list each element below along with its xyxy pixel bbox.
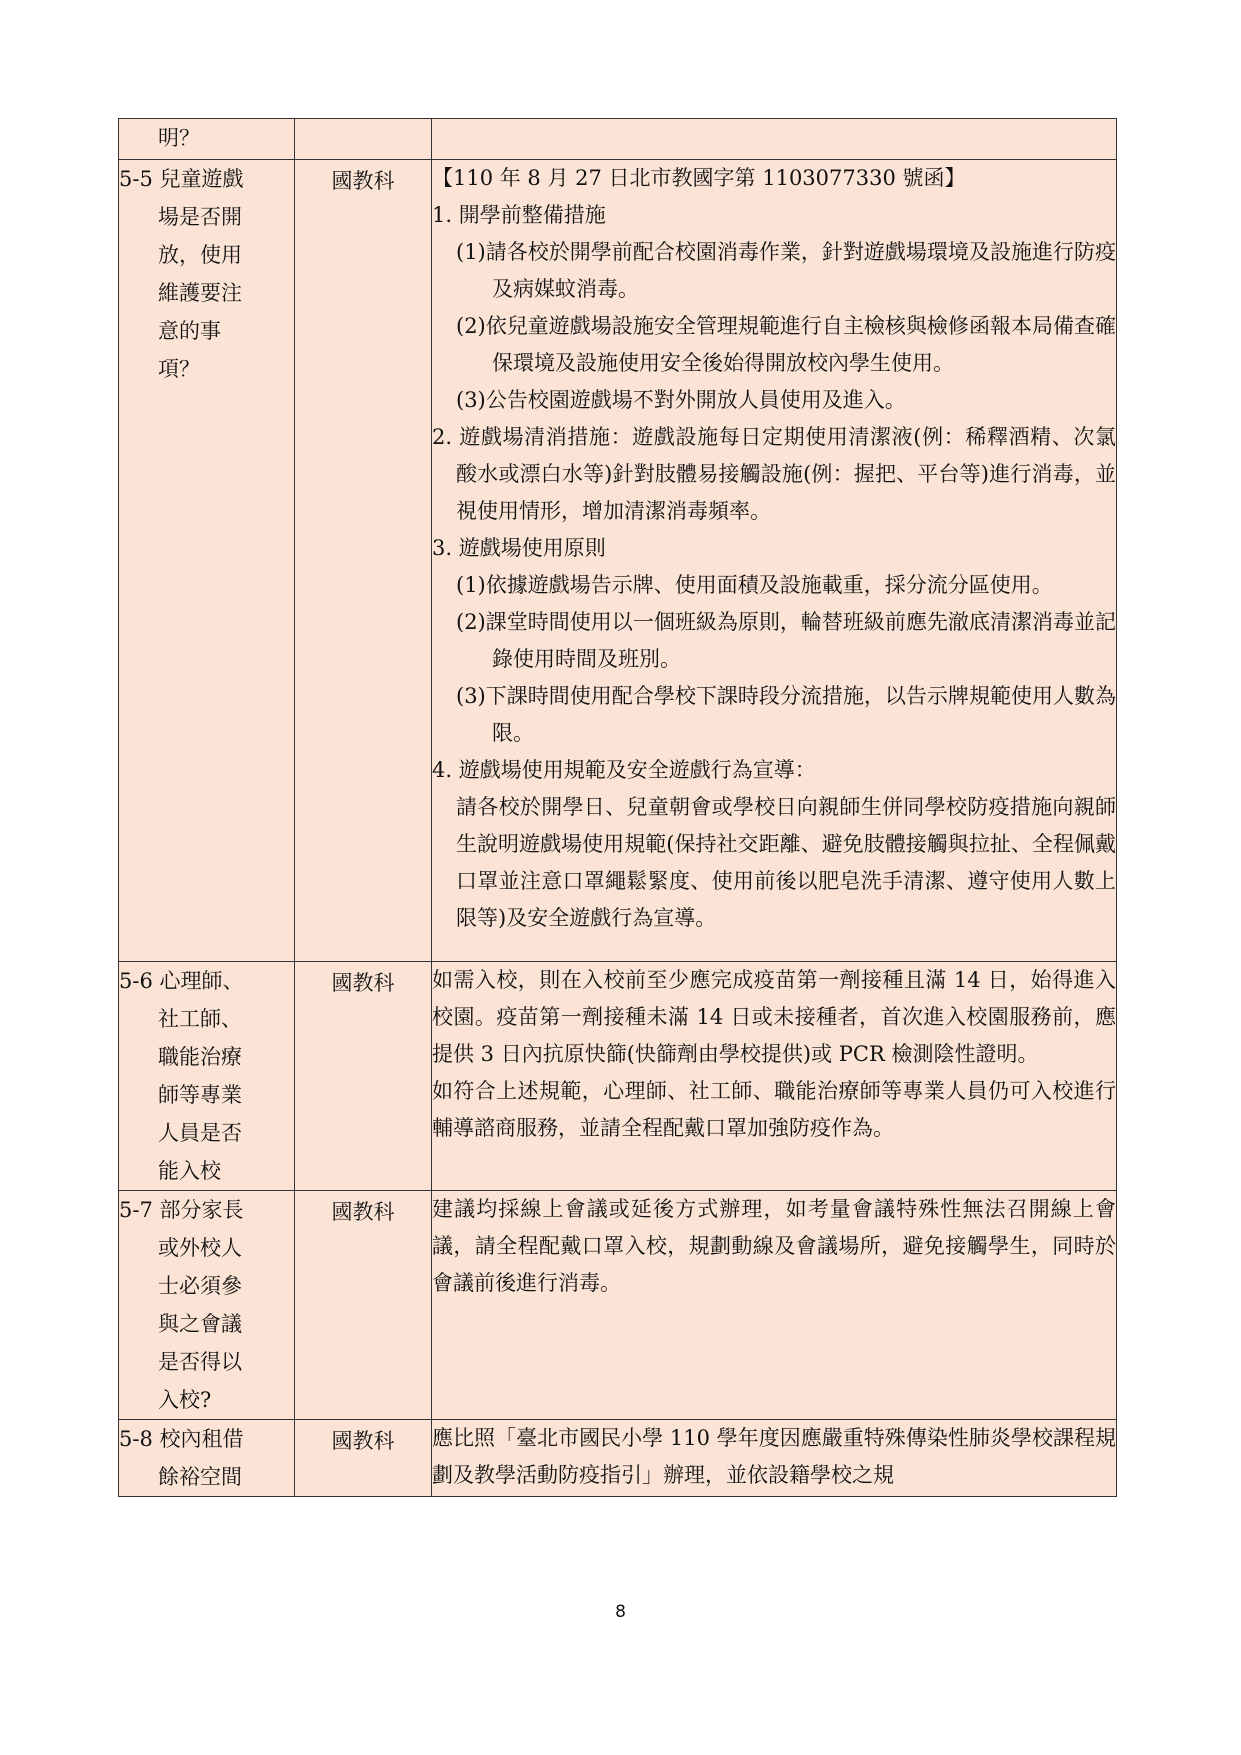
answer-paragraph: 4. 遊戲場使用規範及安全遊戲行為宣導： bbox=[432, 758, 816, 782]
table-row bbox=[119, 119, 1117, 160]
question-line: 放，使用 bbox=[158, 243, 242, 267]
answer-paragraph: (2)課堂時間使用以一個班級為原則，輪替班級前應先澈底清潔消毒並記錄使用時間及班別。 bbox=[456, 610, 1116, 671]
answer-paragraph: 應比照「臺北市國民小學 110 學年度因應嚴重特殊傳染性肺炎學校課程規劃及教學活動防疫指引」辦理，並依設籍學校之規 bbox=[432, 1426, 1116, 1487]
question-line: 意的事 bbox=[158, 319, 221, 343]
answer-cell bbox=[432, 119, 1117, 160]
answer-cell bbox=[432, 962, 1117, 1191]
question-line: 5-7 部分家長 bbox=[119, 1198, 244, 1222]
question-line: 與之會議 bbox=[158, 1312, 242, 1336]
question-line: 人員是否 bbox=[158, 1121, 242, 1145]
table-row bbox=[119, 160, 1117, 962]
question-line: 5-5 兒童遊戲 bbox=[119, 167, 244, 191]
department-cell bbox=[295, 1191, 432, 1420]
page-number: 8 bbox=[615, 1602, 626, 1622]
answer-paragraph: 請各校於開學日、兒童朝會或學校日向親師生併同學校防疫措施向親師生說明遊戲場使用規範(保持社交距離、避免肢體接觸與拉扯、全程佩戴口罩並注意口罩繩鬆緊度、使用前後以肥皂洗手清潔、遵守使用人數上限等)及安全遊戲行為宣導。 bbox=[456, 795, 1116, 930]
department-label bbox=[295, 119, 431, 159]
faq-table-body bbox=[119, 119, 1117, 1497]
table-row bbox=[119, 1191, 1117, 1420]
question-cell bbox=[119, 119, 295, 160]
answer-paragraph: (3)公告校園遊戲場不對外開放人員使用及進入。 bbox=[456, 388, 906, 412]
answer-paragraph: (1)請各校於開學前配合校園消毒作業，針對遊戲場環境及設施進行防疫及病媒蚊消毒。 bbox=[456, 240, 1116, 301]
question-line: 職能治療 bbox=[158, 1045, 242, 1069]
question-line: 項？ bbox=[158, 357, 200, 381]
answer-cell bbox=[432, 160, 1117, 962]
department-label: 國教科 bbox=[331, 1429, 395, 1453]
question-line: 社工師、 bbox=[158, 1007, 242, 1031]
question-line: 明？ bbox=[158, 126, 200, 150]
answer-paragraph: (2)依兒童遊戲場設施安全管理規範進行自主檢核與檢修函報本局備查確保環境及設施使用安全後始得開放校內學生使用。 bbox=[456, 314, 1116, 375]
question-line: 5-8 校內租借 bbox=[119, 1427, 244, 1451]
question-line: 是否得以 bbox=[158, 1350, 242, 1374]
answer-paragraph: (1)依據遊戲場告示牌、使用面積及設施載重，採分流分區使用。 bbox=[456, 573, 1053, 597]
question-cell bbox=[119, 1420, 295, 1497]
question-line: 入校? bbox=[158, 1388, 212, 1412]
answer-paragraph: 2. 遊戲場清消措施：遊戲設施每日定期使用清潔液(例：稀釋酒精、次氯酸水或漂白水等)針對肢體易接觸設施(例：握把、平台等)進行消毒，並視使用情形，增加清潔消毒頻率。 bbox=[432, 425, 1116, 523]
question-line: 維護要注 bbox=[158, 281, 242, 305]
department-cell bbox=[295, 1420, 432, 1497]
answer-paragraph: (3)下課時間使用配合學校下課時段分流措施，以告示牌規範使用人數為限。 bbox=[456, 684, 1116, 745]
answer-paragraph: 1. 開學前整備措施 bbox=[432, 203, 606, 227]
answer-paragraph: 如符合上述規範，心理師、社工師、職能治療師等專業人員仍可入校進行輔導諮商服務，並請全程配戴口罩加強防疫作為。 bbox=[432, 1079, 1116, 1140]
question-line: 餘裕空間 bbox=[158, 1465, 242, 1489]
answer-cell bbox=[432, 1420, 1117, 1497]
department-cell bbox=[295, 119, 432, 160]
question-line: 場是否開 bbox=[158, 205, 242, 229]
question-line: 士必須參 bbox=[158, 1274, 242, 1298]
question-cell bbox=[119, 160, 295, 962]
question-line: 或外校人 bbox=[158, 1236, 242, 1260]
answer-paragraph: 【110 年 8 月 27 日北市教國字第 1103077330 號函】 bbox=[432, 166, 966, 190]
question-line: 師等專業 bbox=[158, 1083, 242, 1107]
faq-table bbox=[118, 118, 1117, 1497]
department-cell bbox=[295, 962, 432, 1191]
question-cell bbox=[119, 1191, 295, 1420]
department-label: 國教科 bbox=[331, 971, 395, 995]
answer-paragraph: 如需入校，則在入校前至少應完成疫苗第一劑接種且滿 14 日，始得進入校園。疫苗第一劑接種未滿 14 日或未接種者，首次進入校園服務前，應提供 3 日內抗原快篩(快篩劑由學校提供)或 PCR 檢測陰性證明。 bbox=[432, 968, 1116, 1066]
table-row bbox=[119, 962, 1117, 1191]
department-label: 國教科 bbox=[331, 169, 395, 193]
answer-cell bbox=[432, 1191, 1117, 1420]
answer-paragraph: 建議均採線上會議或延後方式辦理，如考量會議特殊性無法召開線上會議，請全程配戴口罩入校，規劃動線及會議場所，避免接觸學生，同時於會議前後進行消毒。 bbox=[432, 1197, 1116, 1295]
question-line: 5-6 心理師、 bbox=[119, 969, 244, 993]
department-label: 國教科 bbox=[331, 1200, 395, 1224]
question-line: 能入校 bbox=[158, 1159, 221, 1183]
department-cell bbox=[295, 160, 432, 962]
question-cell bbox=[119, 962, 295, 1191]
answer-paragraph: 3. 遊戲場使用原則 bbox=[432, 536, 606, 560]
table-row bbox=[119, 1420, 1117, 1497]
